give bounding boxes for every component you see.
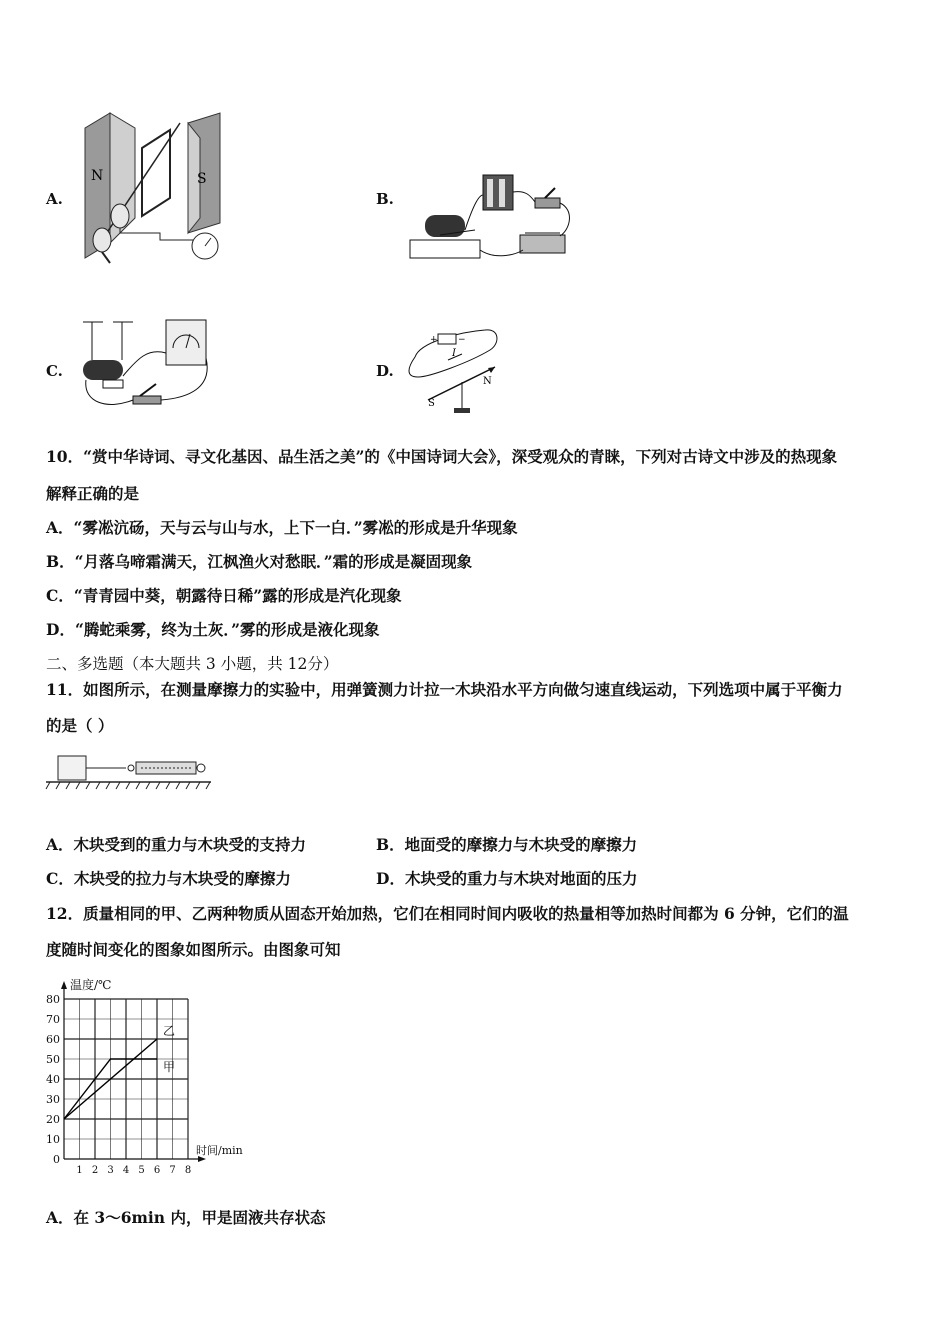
q12-option-a: A．在 3～6min 内，甲是固液共存状态 [46,1208,326,1227]
q9-figure-a [80,108,230,268]
y-tick-label: 50 [46,1053,60,1066]
q11-option-b: B．地面受的摩擦力与木块受的摩擦力 [376,835,638,854]
x-tick-label: 3 [107,1165,114,1176]
svg-text:+: + [430,335,438,345]
x-tick-label: 7 [169,1165,176,1176]
x-tick-label: 2 [91,1165,99,1176]
q9-figure-c [78,318,213,413]
y-tick-label: 0 [53,1153,60,1166]
y-axis-arrow [61,981,67,989]
q10-option-b: B．“月落乌啼霜满天，江枫渔火对愁眠．”霜的形成是凝固现象 [46,552,473,571]
q10-stem-line1: 10．“赏中华诗词、寻文化基因、品生活之美”的《中国诗词大会》，深受观众的青睐，下列对古诗文中涉及的热现象 [46,447,838,466]
y-axis-label: 温度/℃ [70,978,112,992]
q10-option-d: D．“腾蛇乘雾，终为土灰．”雾的形成是液化现象 [46,620,380,639]
q12-temperature-chart [40,966,260,1181]
y-tick-label: 70 [46,1013,60,1026]
x-tick-label: 5 [138,1165,145,1176]
q10-option-a: A．“雾凇沆砀，天与云与山与水，上下一白．”雾凇的形成是升华现象 [46,518,518,537]
q9-figure-d [400,322,510,417]
q9-option-b-label: B. [376,190,394,208]
x-tick-label: 8 [184,1165,192,1176]
compass-s-label: S [428,398,435,409]
q10-stem-line2: 解释正确的是 [46,484,140,503]
y-tick-label: 40 [46,1073,60,1086]
x-tick-label: 1 [76,1165,83,1176]
q12-stem-line2: 度随时间变化的图象如图所示。由图象可知 [46,940,341,959]
q11-option-d: D．木块受的重力与木块对地面的压力 [376,869,638,888]
current-label: I [452,348,456,359]
magnet-n-label: N [91,168,104,184]
series-label-jia: 甲 [163,1060,176,1074]
svg-text:−: − [458,335,466,345]
q9-option-a-label: A. [46,190,63,208]
y-tick-label: 20 [46,1113,60,1126]
y-tick-label: 10 [46,1133,60,1146]
y-tick-label: 80 [46,993,60,1006]
q11-stem-line1: 11．如图所示，在测量摩擦力的实验中，用弹簧测力计拉一木块沿水平方向做匀速直线运动，下列选项中属于平衡力 [46,680,843,699]
q11-figure [46,744,214,796]
section-title: 二、多选题（本大题共 3 小题，共 12分） [46,655,339,673]
q9-figure-b [405,170,575,270]
y-tick-label: 60 [46,1033,60,1046]
magnet-s-label: S [197,171,207,187]
y-tick-label: 30 [46,1093,60,1106]
q9-option-d-label: D. [376,362,394,380]
q11-option-a: A．木块受到的重力与木块受的支持力 [46,835,307,854]
compass-n-label: N [483,376,492,387]
x-axis-label: 时间/min [196,1144,243,1157]
q12-stem-line1: 12．质量相同的甲、乙两种物质从固态开始加热，它们在相同时间内吸收的热量相等加热时间都为 6 分钟，它们的温 [46,904,849,923]
q11-option-c: C．木块受的拉力与木块受的摩擦力 [46,869,291,888]
q11-stem-line2: 的是（ ） [46,716,114,735]
x-tick-label: 6 [153,1165,161,1176]
series-label-yi: 乙 [163,1024,176,1038]
q10-option-c: C．“青青园中葵，朝露待日稀”露的形成是汽化现象 [46,586,402,605]
q9-option-c-label: C. [46,362,63,380]
x-tick-label: 4 [122,1165,130,1176]
